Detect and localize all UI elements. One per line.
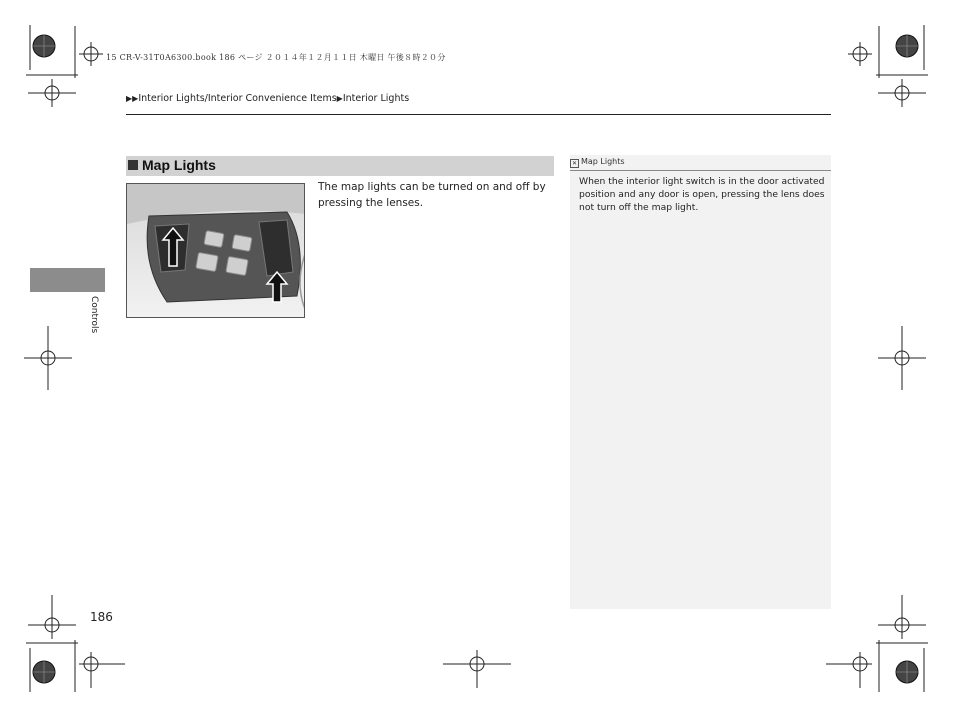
note-icon: ✕ [571,160,578,167]
section-header [126,156,554,176]
section-square-icon [128,160,138,170]
note-header [570,155,831,171]
breadcrumb [126,93,409,104]
map-lights-illustration [127,184,305,318]
breadcrumb-link-interior-convenience[interactable]: Interior Lights/Interior Convenience Items [138,93,337,104]
body-text: The map lights can be turned on and off by pressing the lenses. [318,181,546,209]
breadcrumb-separator: ▶ [336,94,343,103]
map-lights-photo [126,183,305,318]
note-title: Map Lights [581,157,625,166]
chapter-tab[interactable] [30,268,105,292]
note-text: When the interior light switch is in the door activated position and any door is open, pressing the lens does not turn off the map light. [579,176,825,213]
page-number: 186 [90,610,113,624]
print-header: 15 CR-V-31T0A6300.book 186 ページ ２０１４年１２月１１日 木曜日 午後８時２０分 [106,53,446,62]
section-title-text: Map Lights [142,157,216,173]
breadcrumb-current: Interior Lights [342,93,410,104]
section-title [128,157,216,173]
breadcrumb-marker: ▶▶ [126,94,139,103]
header-divider [126,114,831,115]
chapter-tab-label: Controls [89,296,99,334]
note-panel [570,155,831,609]
